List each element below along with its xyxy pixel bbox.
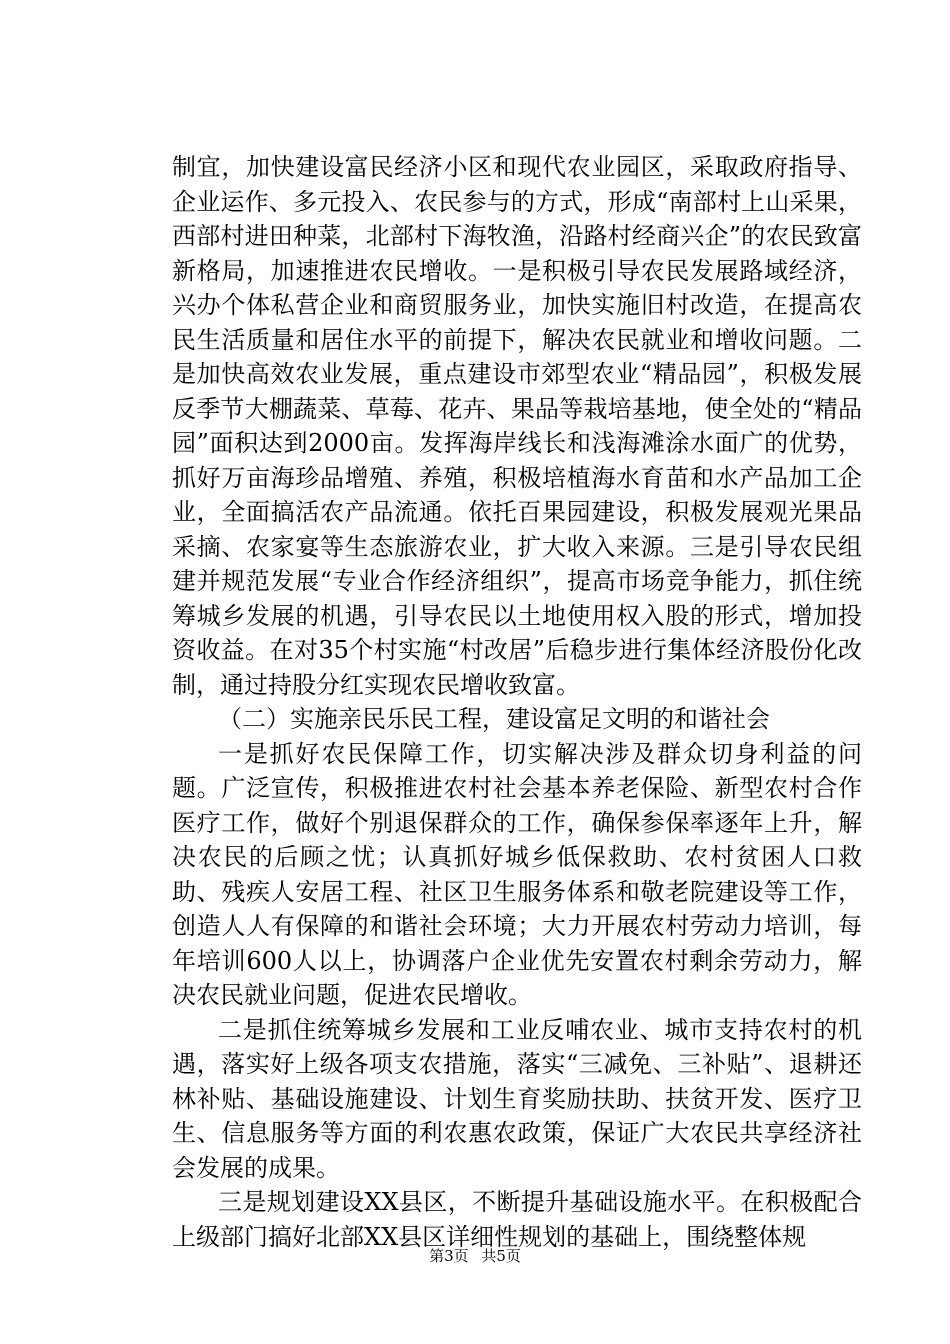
section-heading: （二）实施亲民乐民工程，建设富足文明的和谐社会 [218,705,770,733]
paragraph-2: 一是抓好农民保障工作，切实解决涉及群众切身利益的问题。广泛宣传，积极推进农村社会基本养老保险、新型农村合作医疗工作，做好个别退保群众的工作，确保参保率逐年上升，解决农民的后顾之忧；认真抓好城乡低保救助、农村贫困人口救助、残疾人安居工程、社区卫生服务体系和敬老院建设等工作，创造人人有保障的和谐社会环境；大力开展农村劳动力培训，每年培训600人以上，协调落户企业优先安置农村剩余劳动力，解决农民就业问题，促进农民增收。 [172,739,862,1009]
paragraph-4: 三是规划建设XX县区，不断提升基础设施水平。在积极配合上级部门搞好北部XX县区详细性规划的基础上，围绕整体规 [172,1188,862,1251]
paragraph-1: 制宜，加快建设富民经济小区和现代农业园区，采取政府指导、企业运作、多元投入、农民参与的方式，形成“南部村上山采果，西部村进田种菜，北部村下海牧渔，沿路村经商兴企”的农民致富新格局，加速推进农民增收。一是积极引导农民发展路域经济，兴办个体私营企业和商贸服务业，加快实施旧村改造，在提高农民生活质量和居住水平的前提下，解决农民就业和增收问题。二是加快高效农业发展，重点建设市郊型农业“精品园”，积极发展反季节大棚蔬菜、草莓、花卉、果品等栽培基地，使全处的“精品园”面积达到2000亩。发挥海岸线长和浅海滩涂水面广的优势，抓好万亩海珍品增殖、养殖，积极培植海水育苗和水产品加工企业，全面搞活农产品流通。依托百果园建设，积极发展观光果品采摘、农家宴等生态旅游农业，扩大收入来源。三是引导农民组建并规范发展“专业合作经济组织”，提高市场竞争能力，抓住统筹城乡发展的机遇，引导农民以土地使用权入股的形式，增加投资收益。在对35个村实施“村改居”后稳步进行集体经济股份化改制，通过持股分红实现农民增收致富。 [172,153,862,699]
page-footer [0,1245,950,1266]
page-total: 共5页 [481,1247,521,1265]
page-number: 第3页 [429,1247,469,1265]
paragraph-3: 二是抓住统筹城乡发展和工业反哺农业、城市支持农村的机遇，落实好上级各项支农措施，落实“三减免、三补贴”、退耕还林补贴、基础设施建设、计划生育奖励扶助、扶贫开发、医疗卫生、信息服务等方面的利农惠农政策，保证广大农民共享经济社会发展的成果。 [172,1015,862,1182]
document-body [172,150,862,1254]
